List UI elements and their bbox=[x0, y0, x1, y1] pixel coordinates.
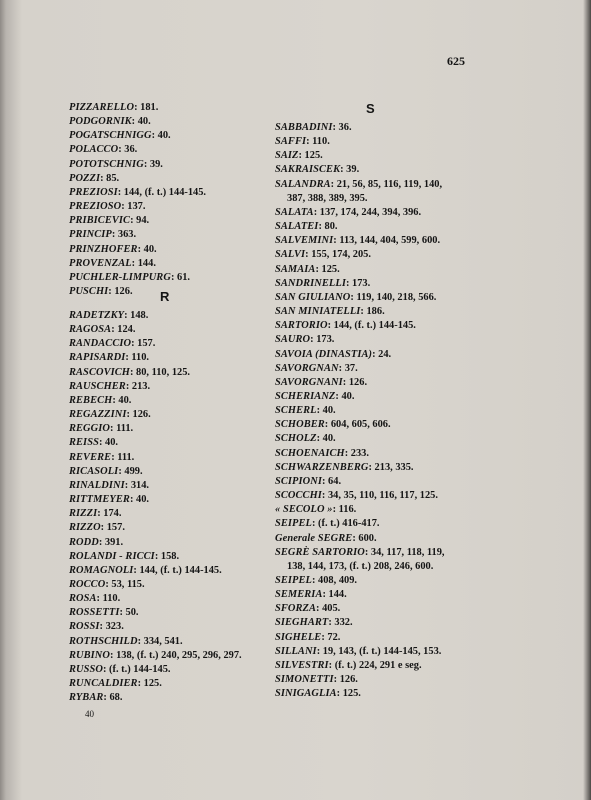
index-entry bbox=[69, 578, 269, 592]
entry-name: POGATSCHNIGG bbox=[69, 130, 152, 142]
entry-pages: : (f. t.) 224, 291 e seg. bbox=[328, 659, 422, 671]
index-entry bbox=[275, 277, 485, 291]
entry-name: PREZIOSO bbox=[69, 201, 122, 213]
entry-pages: 138, 144, 173, (f. t.) 208, 246, 600. bbox=[287, 560, 434, 572]
entry-pages: : 64. bbox=[322, 475, 342, 487]
entry-name: Generale SEGRE bbox=[275, 532, 353, 544]
index-entry bbox=[275, 616, 485, 630]
entry-name: RAUSCHER bbox=[69, 380, 126, 392]
index-entry bbox=[275, 631, 485, 645]
entry-pages: : 36. bbox=[118, 144, 138, 156]
entry-name: REBECH bbox=[69, 394, 113, 406]
entry-name: RIZZI bbox=[69, 508, 98, 520]
entry-pages: : 110. bbox=[125, 352, 150, 364]
index-entry bbox=[69, 507, 269, 521]
entry-name: SCHOLZ bbox=[275, 433, 317, 445]
entry-pages: : 408, 409. bbox=[311, 575, 358, 586]
index-entry bbox=[69, 228, 269, 242]
entry-pages: : 24. bbox=[372, 348, 392, 360]
index-entry bbox=[69, 521, 269, 535]
entry-pages: : 138, (f. t.) 240, 295, 296, 297. bbox=[110, 649, 242, 661]
entry-pages: : 116. bbox=[332, 504, 357, 516]
entry-pages: : 34, 35, 110, 116, 117, 125. bbox=[321, 490, 438, 502]
index-entry bbox=[275, 574, 485, 588]
index-entry bbox=[275, 687, 485, 701]
entry-pages: : 144, (f. t.) 144-145. bbox=[327, 320, 416, 332]
entry-name: SEMERIA bbox=[275, 589, 323, 601]
index-entry bbox=[275, 532, 485, 546]
index-entry bbox=[275, 546, 485, 560]
entry-name: SEGRÈ SARTORIO bbox=[275, 546, 365, 558]
index-entry bbox=[69, 479, 269, 493]
entry-name: ROSA bbox=[69, 593, 97, 605]
entry-pages: : 600. bbox=[352, 532, 377, 544]
index-list-r bbox=[69, 309, 269, 705]
entry-name: RASCOVICH bbox=[69, 366, 130, 378]
entry-pages: : (f. t.) 144-145. bbox=[103, 663, 171, 675]
entry-name: SIEGHART bbox=[275, 617, 329, 629]
entry-name: SAVOIA (DINASTIA) bbox=[275, 348, 373, 360]
index-entry bbox=[275, 362, 485, 376]
index-entry bbox=[275, 560, 485, 574]
entry-pages: : 40. bbox=[316, 405, 336, 417]
entry-name: SALVEMINI bbox=[275, 235, 334, 247]
entry-name: REVERE bbox=[69, 451, 112, 463]
entry-pages: : 80. bbox=[318, 221, 338, 233]
entry-pages: : 314. bbox=[124, 479, 150, 491]
entry-name: SAKRAISCEK bbox=[275, 164, 341, 176]
entry-pages: : 137, 174, 244, 394, 396. bbox=[313, 206, 422, 218]
entry-pages: : 80, 110, 125. bbox=[129, 366, 191, 378]
index-entry bbox=[275, 178, 485, 192]
entry-pages: : 144, (f. t.) 144-145. bbox=[133, 564, 222, 576]
entry-pages: 387, 388, 389, 395. bbox=[287, 192, 368, 204]
index-entry bbox=[69, 451, 269, 465]
index-entry bbox=[275, 192, 485, 206]
entry-pages: : 323. bbox=[99, 621, 124, 633]
entry-name: PRIBICEVIC bbox=[69, 215, 131, 227]
entry-name: SAVORGNAN bbox=[275, 362, 339, 374]
entry-name: POZZI bbox=[69, 172, 101, 184]
entry-name: SEIPEL bbox=[275, 518, 312, 530]
index-entry bbox=[69, 101, 269, 115]
index-entry bbox=[69, 493, 269, 507]
entry-name: SAMAIA bbox=[275, 263, 316, 275]
entry-name: POLACCO bbox=[69, 144, 119, 156]
index-entry bbox=[69, 649, 269, 663]
entry-pages: : 85. bbox=[100, 172, 120, 184]
index-entry bbox=[275, 305, 485, 319]
entry-name: ROMAGNOLI bbox=[69, 564, 134, 576]
index-entry bbox=[275, 390, 485, 404]
entry-pages: : 126. bbox=[342, 376, 368, 388]
entry-name: POTOTSCHNIG bbox=[69, 158, 144, 170]
index-entry bbox=[69, 200, 269, 214]
index-entry bbox=[69, 606, 269, 620]
entry-pages: : 39. bbox=[143, 158, 163, 170]
entry-pages: : 405. bbox=[316, 603, 341, 615]
index-entry bbox=[275, 602, 485, 616]
index-entry bbox=[69, 465, 269, 479]
index-entry bbox=[69, 158, 269, 172]
entry-pages: : 21, 56, 85, 116, 119, 140, bbox=[330, 178, 443, 190]
index-entry bbox=[275, 418, 485, 432]
entry-pages: : 40. bbox=[316, 433, 336, 445]
entry-pages: : 40. bbox=[98, 437, 119, 449]
index-entry bbox=[275, 376, 485, 390]
index-entry bbox=[275, 673, 485, 687]
entry-pages: : 36. bbox=[332, 122, 352, 133]
entry-name: RUNCALDIER bbox=[69, 678, 138, 690]
index-entry bbox=[275, 404, 485, 418]
entry-name: SARTORIO bbox=[275, 320, 328, 332]
entry-name: ROCCO bbox=[69, 578, 106, 590]
entry-name: ROSSETTI bbox=[69, 607, 120, 619]
index-entry bbox=[69, 309, 269, 323]
index-entry bbox=[275, 588, 485, 602]
entry-name: « SECOLO » bbox=[275, 504, 333, 516]
entry-name: RITTMEYER bbox=[69, 494, 130, 506]
entry-pages: : 144, (f. t.) 144-145. bbox=[117, 186, 207, 198]
entry-pages: : 110. bbox=[306, 136, 330, 148]
entry-name: SCHWARZENBERG bbox=[275, 461, 369, 473]
index-entry bbox=[275, 503, 485, 517]
entry-name: SABBADINI bbox=[275, 122, 333, 133]
entry-pages: : 40. bbox=[112, 394, 132, 406]
entry-name: RANDACCIO bbox=[69, 338, 132, 350]
index-entry bbox=[69, 129, 269, 143]
index-entry bbox=[69, 422, 269, 436]
entry-name: SIGHELE bbox=[275, 631, 322, 643]
entry-pages: : 334, 541. bbox=[137, 635, 183, 647]
index-entry bbox=[275, 348, 485, 362]
entry-pages: : 68. bbox=[103, 692, 123, 704]
entry-pages: : 126. bbox=[126, 409, 151, 421]
entry-pages: : 61. bbox=[170, 271, 190, 283]
index-entry bbox=[275, 234, 485, 248]
page-edge-shadow bbox=[583, 0, 591, 800]
entry-pages: : 125. bbox=[315, 263, 340, 275]
entry-name: RADETZKY bbox=[69, 310, 125, 321]
index-entry bbox=[275, 333, 485, 347]
index-entry bbox=[69, 564, 269, 578]
entry-pages: : 37. bbox=[338, 362, 358, 374]
entry-pages: : 391. bbox=[98, 536, 124, 548]
entry-name: SILLANI bbox=[275, 645, 317, 657]
entry-name: SCHERL bbox=[275, 405, 317, 417]
index-list-p bbox=[69, 101, 269, 299]
entry-name: REISS bbox=[69, 437, 99, 449]
entry-pages: : 155, 174, 205. bbox=[305, 249, 371, 261]
entry-pages: : 125. bbox=[137, 678, 162, 690]
entry-name: SAN GIULIANO bbox=[275, 291, 351, 303]
entry-pages: : 72. bbox=[321, 631, 341, 643]
entry-pages: : 40. bbox=[137, 243, 157, 255]
entry-pages: : 40. bbox=[151, 130, 171, 142]
entry-pages: : 186. bbox=[360, 306, 385, 318]
entry-pages: : 213, 335. bbox=[368, 461, 414, 473]
entry-name: SCHERIANZ bbox=[275, 390, 336, 402]
entry-pages: : 125. bbox=[336, 688, 361, 700]
entry-name: SAVORGNANI bbox=[275, 376, 343, 388]
entry-name: ROLANDI - RICCI bbox=[69, 550, 155, 562]
index-entry bbox=[69, 691, 269, 705]
entry-name: SANDRINELLI bbox=[275, 277, 346, 289]
index-entry bbox=[275, 461, 485, 475]
index-entry bbox=[69, 550, 269, 564]
entry-name: RODD bbox=[69, 536, 99, 548]
entry-pages: : 94. bbox=[130, 215, 150, 227]
entry-pages: : 144. bbox=[131, 257, 156, 269]
entry-pages: : 40. bbox=[335, 390, 355, 402]
entry-name: SFORZA bbox=[275, 603, 317, 615]
entry-pages: : 213. bbox=[125, 380, 151, 392]
index-entry bbox=[275, 291, 485, 305]
entry-name: RUBINO bbox=[69, 649, 111, 661]
entry-name: SEIPEL bbox=[275, 575, 312, 586]
entry-pages: : 144. bbox=[322, 589, 347, 601]
index-entry bbox=[69, 143, 269, 157]
index-entry bbox=[275, 263, 485, 277]
entry-name: PRINZHOFER bbox=[69, 243, 138, 255]
index-entry bbox=[69, 380, 269, 394]
entry-name: RYBAR bbox=[69, 692, 104, 704]
index-entry bbox=[275, 248, 485, 262]
entry-name: RINALDINI bbox=[69, 479, 125, 491]
entry-pages: : 499. bbox=[118, 465, 143, 477]
entry-name: SALATA bbox=[275, 206, 314, 218]
entry-name: SALATEI bbox=[275, 221, 319, 233]
entry-pages: : 173. bbox=[310, 334, 335, 346]
entry-pages: : 174. bbox=[97, 508, 122, 520]
index-entry bbox=[69, 186, 269, 200]
entry-name: PIZZARELLO bbox=[69, 102, 135, 113]
entry-name: PODGORNIK bbox=[69, 116, 132, 128]
entry-name: SCIPIONI bbox=[275, 475, 322, 487]
index-entry bbox=[275, 319, 485, 333]
index-entry bbox=[69, 635, 269, 649]
index-entry bbox=[69, 408, 269, 422]
entry-name: REGAZZINI bbox=[69, 409, 127, 421]
index-entry bbox=[69, 536, 269, 550]
index-entry bbox=[275, 475, 485, 489]
entry-name: SAIZ bbox=[275, 150, 299, 162]
entry-pages: : 50. bbox=[119, 607, 139, 619]
index-entry bbox=[69, 394, 269, 408]
entry-pages: : 125. bbox=[298, 150, 323, 162]
entry-name: RIZZO bbox=[69, 522, 101, 534]
entry-name: SCOCCHI bbox=[275, 490, 322, 502]
index-entry bbox=[69, 243, 269, 257]
index-entry bbox=[69, 172, 269, 186]
index-list-s bbox=[275, 121, 485, 701]
entry-name: RAPISARDI bbox=[69, 352, 126, 364]
entry-pages: : 158. bbox=[154, 550, 180, 562]
index-entry bbox=[69, 592, 269, 606]
entry-pages: : 181. bbox=[134, 102, 159, 113]
index-entry bbox=[69, 677, 269, 691]
entry-name: PROVENZAL bbox=[69, 257, 132, 269]
entry-name: SAN MINIATELLI bbox=[275, 306, 361, 318]
entry-name: PREZIOSI bbox=[69, 186, 118, 198]
entry-name: RUSSO bbox=[69, 663, 103, 675]
footer-number: 40 bbox=[85, 709, 94, 719]
entry-pages: : 157. bbox=[131, 338, 156, 350]
index-entry bbox=[69, 436, 269, 450]
index-entry bbox=[69, 115, 269, 129]
index-column-left bbox=[69, 101, 269, 299]
entry-name: RICASOLI bbox=[69, 465, 119, 477]
index-entry bbox=[275, 447, 485, 461]
entry-name: SALVI bbox=[275, 249, 306, 261]
entry-pages: : 111. bbox=[111, 451, 135, 463]
index-entry bbox=[275, 149, 485, 163]
entry-pages: : 39. bbox=[340, 164, 360, 176]
entry-pages: : 332. bbox=[328, 617, 353, 629]
index-entry bbox=[275, 220, 485, 234]
entry-pages: : 137. bbox=[121, 201, 146, 213]
index-entry bbox=[275, 121, 485, 135]
index-column-left-r bbox=[69, 309, 269, 705]
entry-name: SILVESTRI bbox=[275, 659, 329, 671]
entry-pages: : 19, 143, (f. t.) 144-145, 153. bbox=[316, 645, 442, 657]
entry-pages: : 111. bbox=[110, 423, 134, 435]
entry-name: REGGIO bbox=[69, 423, 111, 435]
entry-pages: : 173. bbox=[345, 277, 371, 289]
entry-pages: : 157. bbox=[100, 522, 125, 534]
section-letter-r: R bbox=[160, 289, 170, 304]
index-entry bbox=[275, 163, 485, 177]
entry-pages: : 233. bbox=[344, 447, 369, 459]
index-entry bbox=[275, 135, 485, 149]
entry-name: SCHOBER bbox=[275, 419, 325, 431]
index-entry bbox=[69, 257, 269, 271]
entry-name: ROTHSCHILD bbox=[69, 635, 138, 647]
index-entry bbox=[69, 663, 269, 677]
index-entry bbox=[275, 206, 485, 220]
entry-name: PRINCIP bbox=[69, 229, 112, 241]
page-number: 625 bbox=[447, 54, 465, 68]
entry-pages: : 148. bbox=[124, 310, 149, 321]
entry-pages: : 126. bbox=[333, 674, 358, 686]
entry-pages: : 40. bbox=[129, 494, 149, 506]
index-entry bbox=[275, 659, 485, 673]
index-entry bbox=[275, 432, 485, 446]
entry-name: SAURO bbox=[275, 334, 311, 346]
index-entry bbox=[69, 214, 269, 228]
entry-name: ROSSI bbox=[69, 621, 100, 633]
entry-pages: : 363. bbox=[111, 229, 137, 241]
index-entry bbox=[69, 620, 269, 634]
entry-name: PUSCHI bbox=[69, 286, 109, 298]
index-entry bbox=[69, 351, 269, 365]
entry-pages: : 119, 140, 218, 566. bbox=[350, 291, 437, 303]
section-letter-s: S bbox=[366, 101, 375, 116]
entry-name: SALANDRA bbox=[275, 178, 331, 190]
entry-pages: : 110. bbox=[96, 593, 121, 605]
entry-name: SIMONETTI bbox=[275, 674, 334, 686]
entry-name: SINIGAGLIA bbox=[275, 688, 337, 700]
entry-name: PUCHLER-LIMPURG bbox=[69, 271, 171, 283]
entry-pages: : 604, 605, 606. bbox=[324, 419, 391, 431]
entry-name: SCHOENAICH bbox=[275, 447, 345, 459]
entry-pages: : (f. t.) 416-417. bbox=[311, 518, 380, 530]
index-entry bbox=[69, 323, 269, 337]
entry-name: RAGOSA bbox=[69, 324, 112, 336]
entry-name: SAFFI bbox=[275, 136, 307, 148]
entry-pages: : 34, 117, 118, 119, bbox=[364, 546, 445, 558]
entry-pages: : 124. bbox=[111, 324, 136, 336]
index-entry bbox=[275, 517, 485, 531]
index-entry bbox=[275, 645, 485, 659]
index-column-right bbox=[275, 121, 485, 701]
index-entry bbox=[69, 337, 269, 351]
entry-pages: : 40. bbox=[131, 116, 151, 128]
index-entry bbox=[69, 271, 269, 285]
entry-pages: : 126. bbox=[108, 286, 133, 298]
entry-pages: : 113, 144, 404, 599, 600. bbox=[333, 235, 441, 247]
index-entry bbox=[275, 489, 485, 503]
index-entry bbox=[69, 366, 269, 380]
entry-pages: : 53, 115. bbox=[105, 578, 145, 590]
